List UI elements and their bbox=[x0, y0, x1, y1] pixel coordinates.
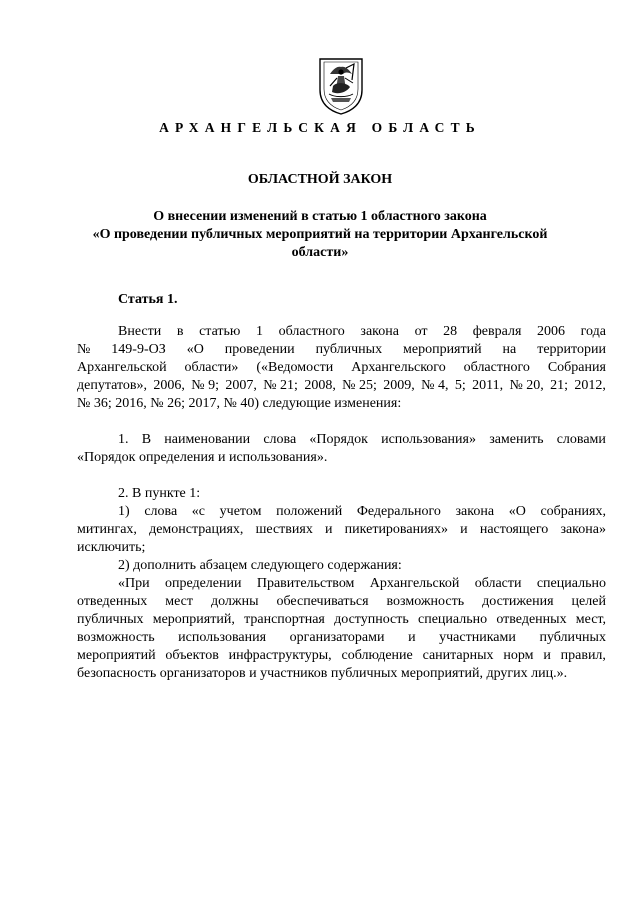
word: в bbox=[176, 324, 184, 339]
word: шествиях bbox=[255, 522, 313, 537]
quote-line bbox=[77, 593, 606, 611]
document-title bbox=[0, 208, 640, 262]
word: участниками bbox=[439, 630, 516, 645]
word: «с bbox=[191, 504, 206, 519]
word: и bbox=[408, 630, 416, 645]
word: Архангельской bbox=[369, 576, 460, 591]
word: Архангельской bbox=[77, 360, 167, 375]
word: 5; bbox=[454, 378, 466, 393]
word: «При bbox=[118, 576, 150, 591]
word: области bbox=[474, 576, 522, 591]
word: и bbox=[325, 522, 333, 537]
word: 21; bbox=[550, 378, 569, 393]
word: целей bbox=[571, 594, 606, 609]
word: статью bbox=[199, 324, 241, 339]
word: инфраструктуры, bbox=[228, 648, 332, 663]
word: Правительством bbox=[256, 576, 355, 591]
word: мест bbox=[165, 594, 193, 609]
item2-sub1-line bbox=[77, 503, 606, 521]
word: 2009, bbox=[383, 378, 415, 393]
word: наименовании bbox=[164, 432, 251, 447]
word: слова bbox=[263, 432, 297, 447]
word: № 9; bbox=[191, 378, 219, 393]
word: на bbox=[502, 342, 517, 357]
item1-line bbox=[77, 431, 606, 449]
word: мероприятий bbox=[77, 648, 156, 663]
item1-line: «Порядок определения и использования». bbox=[77, 450, 328, 465]
word: митингах, bbox=[77, 522, 137, 537]
quote-line: безопасность организаторов и участников публичных мероприятий, других лиц.». bbox=[77, 666, 568, 681]
word: возможность bbox=[77, 630, 155, 645]
word: Федерального bbox=[356, 504, 441, 519]
word: публичных bbox=[315, 342, 383, 357]
word: территории bbox=[537, 342, 606, 357]
word: 2012, bbox=[574, 378, 606, 393]
word: мест, bbox=[575, 612, 606, 627]
quote-line bbox=[77, 629, 606, 647]
word: «О bbox=[186, 342, 204, 357]
word: пикетированиях» bbox=[344, 522, 448, 537]
word: проведении bbox=[224, 342, 295, 357]
word: правил, bbox=[560, 648, 606, 663]
word: собраниях, bbox=[540, 504, 606, 519]
word: № 21; bbox=[263, 378, 298, 393]
region-name: АРХАНГЕЛЬСКАЯ ОБЛАСТЬ bbox=[159, 120, 481, 135]
item2-heading: 2. В пункте 1: bbox=[118, 486, 201, 501]
quote-line bbox=[77, 611, 606, 629]
word: учетом bbox=[219, 504, 262, 519]
word: транспортная bbox=[244, 612, 325, 627]
word: организаторами bbox=[289, 630, 385, 645]
word: 2006 bbox=[537, 324, 566, 339]
word: «Порядок bbox=[309, 432, 368, 447]
word: отведенных bbox=[496, 612, 567, 627]
word: областного bbox=[278, 324, 345, 339]
word: публичных bbox=[77, 612, 144, 627]
word: Архангельского bbox=[351, 360, 446, 375]
word: области» bbox=[184, 360, 239, 375]
word: 149-9-ОЗ bbox=[111, 342, 166, 357]
word: объектов bbox=[165, 648, 219, 663]
quote-line bbox=[77, 575, 606, 593]
word: от bbox=[414, 324, 428, 339]
word: Собрания bbox=[547, 360, 606, 375]
word: использования bbox=[178, 630, 267, 645]
word: 28 bbox=[443, 324, 458, 339]
word: настоящего bbox=[479, 522, 549, 537]
word: норм bbox=[503, 648, 534, 663]
word: 1. bbox=[118, 432, 129, 447]
word: отведенных bbox=[77, 594, 148, 609]
word: мероприятий, bbox=[152, 612, 235, 627]
word: 1 bbox=[256, 324, 263, 339]
word: № 20, bbox=[509, 378, 544, 393]
word: заменить bbox=[489, 432, 544, 447]
item2-sub1-line bbox=[77, 521, 606, 539]
intro-line bbox=[77, 377, 606, 395]
word: должны bbox=[210, 594, 259, 609]
word: соблюдение bbox=[341, 648, 413, 663]
intro-line bbox=[77, 359, 606, 377]
word: 2008, bbox=[304, 378, 336, 393]
intro-line bbox=[77, 341, 606, 359]
word: депутатов», bbox=[77, 378, 148, 393]
word: закона bbox=[360, 324, 399, 339]
word: достижения bbox=[482, 594, 554, 609]
word: 2007, bbox=[225, 378, 257, 393]
word: Внести bbox=[118, 324, 162, 339]
word: демонстрациях, bbox=[149, 522, 244, 537]
title-line: О внесении изменений в статью 1 областного закона bbox=[153, 209, 487, 224]
word: № 4, bbox=[421, 378, 449, 393]
word: определении bbox=[164, 576, 242, 591]
word: «О bbox=[508, 504, 526, 519]
word: № bbox=[77, 342, 91, 357]
quote-line bbox=[77, 647, 606, 665]
word: специально bbox=[418, 612, 488, 627]
word: 2011, bbox=[472, 378, 504, 393]
word: мероприятий bbox=[403, 342, 482, 357]
word: положений bbox=[276, 504, 343, 519]
intro-line: № 36; 2016, № 26; 2017, № 40) следующие изменения: bbox=[77, 396, 402, 411]
title-line: области» bbox=[291, 245, 349, 260]
word: специально bbox=[536, 576, 606, 591]
word: использования» bbox=[381, 432, 476, 447]
word: возможность bbox=[386, 594, 465, 609]
word: областного bbox=[463, 360, 530, 375]
word: обеспечиваться bbox=[276, 594, 369, 609]
word: В bbox=[141, 432, 152, 447]
word: словами bbox=[556, 432, 606, 447]
word: и bbox=[543, 648, 551, 663]
word: санитарных bbox=[422, 648, 494, 663]
word: закона» bbox=[560, 522, 606, 537]
word: № 25; bbox=[342, 378, 377, 393]
coat-of-arms-icon bbox=[316, 56, 366, 116]
article-heading: Статья 1. bbox=[118, 292, 178, 307]
title-line: «О проведении публичных мероприятий на территории Архангельской bbox=[92, 227, 548, 242]
word: («Ведомости bbox=[256, 360, 334, 375]
word: февраля bbox=[472, 324, 522, 339]
item2-sub1-line: исключить; bbox=[77, 540, 146, 555]
word: 1) bbox=[118, 504, 130, 519]
item2-sub2-heading: 2) дополнить абзацем следующего содержания: bbox=[118, 558, 402, 573]
word: 2006, bbox=[153, 378, 185, 393]
word: закона bbox=[455, 504, 495, 519]
word: публичных bbox=[539, 630, 606, 645]
word: и bbox=[460, 522, 468, 537]
intro-line bbox=[77, 323, 606, 341]
word: слова bbox=[144, 504, 178, 519]
document-type: ОБЛАСТНОЙ ЗАКОН bbox=[247, 172, 393, 187]
word: доступность bbox=[334, 612, 409, 627]
word: года bbox=[580, 324, 606, 339]
